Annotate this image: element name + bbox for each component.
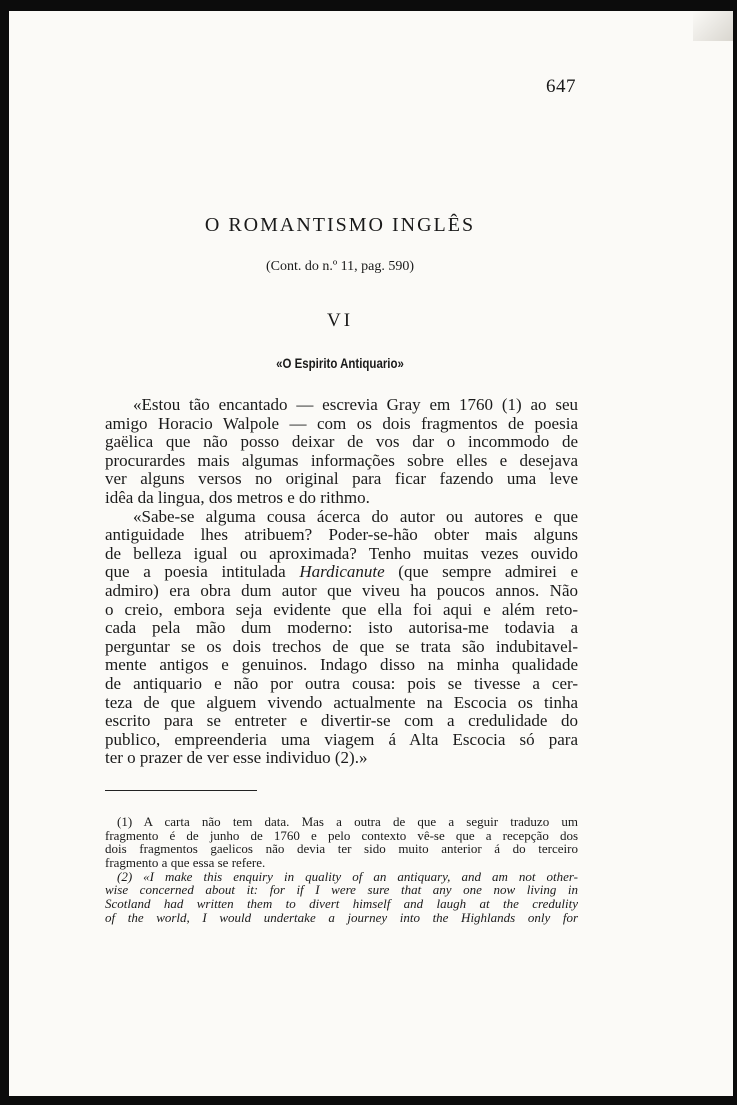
body-line-hardicanute: que a poesia intitulada Hardicanute (que sempre admirei e: [105, 562, 578, 582]
body-line: idêa da lingua, dos metros e do rithmo.: [105, 487, 370, 507]
footnote-line: Scotland had written them to divert himself and laugh at the credulity: [105, 896, 578, 912]
body-line: admiro) era obra dum autor que viveu ha poucos annos. Não: [105, 580, 578, 600]
italic-title-hardicanute: Hardicanute: [299, 562, 385, 582]
article-subtitle: (Cont. do n.º 11, pag. 590): [265, 259, 415, 274]
body-line: de belleza igual ou aproximada? Tenho muitas vezes ouvido: [105, 543, 578, 563]
scan-border-right: [733, 0, 737, 1105]
footnote-line: wise concerned about it: for if I were sure that any one now living in: [105, 882, 578, 898]
body-line: «Sabe-se alguma cousa ácerca do autor ou autores e que: [133, 506, 578, 526]
scan-border-bottom: [0, 1096, 737, 1105]
scan-border-left: [0, 0, 9, 1105]
body-line: cada pela mão dum moderno: isto autorisa-me todavia a: [105, 618, 578, 638]
body-line: o creio, embora seja evidente que ella foi aqui e além reto-: [105, 599, 578, 619]
body-line: gaëlica que não posso deixar de vos dar o incommodo de: [105, 432, 578, 452]
footnote-line: of the world, I would undertake a journey into the Highlands only for: [105, 909, 578, 925]
body-line: procurardes mais algumas informações sobre elles e desejava: [105, 450, 578, 470]
page-number: 647: [546, 76, 576, 97]
body-line: amigo Horacio Walpole — com os dois fragmentos de poesia: [105, 413, 578, 433]
section-title: «O Espirito Antiquario»: [276, 355, 404, 371]
footnote-line: (2) «I make this enquiry in quality of an antiquary, and am not other-: [117, 868, 578, 884]
body-line: ter o prazer de ver esse individuo (2).»: [105, 748, 368, 768]
article-title: O ROMANTISMO INGLÊS: [204, 214, 476, 236]
body-line: perguntar se os dois trechos de que se trata são indubitavel-: [105, 636, 578, 656]
footnotes: [105, 815, 578, 925]
body-line: teza de que alguem vivendo actualmente na Escocia os tinha: [105, 692, 578, 712]
footnote-rule: [105, 790, 257, 791]
body-text: [105, 396, 578, 768]
body-line: ver alguns versos no original para ficar fazendo uma leve: [105, 469, 578, 489]
section-number: VI: [326, 310, 354, 331]
footnote-line: (1) A carta não tem data. Mas a outra de que a seguir traduzo um: [117, 814, 578, 829]
body-line: mente antigos e genuinos. Indago disso na minha qualidade: [105, 655, 578, 675]
body-line: escrito para se entreter e divertir-se com a credulidade do: [105, 711, 578, 731]
footnote-line: fragmento a que essa se refere.: [105, 855, 266, 871]
scan-border-top: [0, 0, 737, 11]
body-line: publico, empreenderia uma viagem á Alta Escocia só para: [105, 729, 578, 749]
body-line: de antiquario e não por outra cousa: pois se tivesse a cer-: [105, 673, 578, 693]
body-line: «Estou tão encantado — escrevia Gray em 1760 (1) ao seu: [133, 395, 578, 414]
footnote-line: dois fragmentos gaelicos não devia ter sido muito anterior á do terceiro: [105, 841, 578, 857]
footnote-line: fragmento é de junho de 1760 e pelo contexto vê-se que a recepção dos: [105, 827, 578, 843]
body-line: antiguidade lhes atribuem? Poder-se-hão obter mais alguns: [105, 525, 578, 545]
scan-corner-shadow: [693, 11, 733, 41]
